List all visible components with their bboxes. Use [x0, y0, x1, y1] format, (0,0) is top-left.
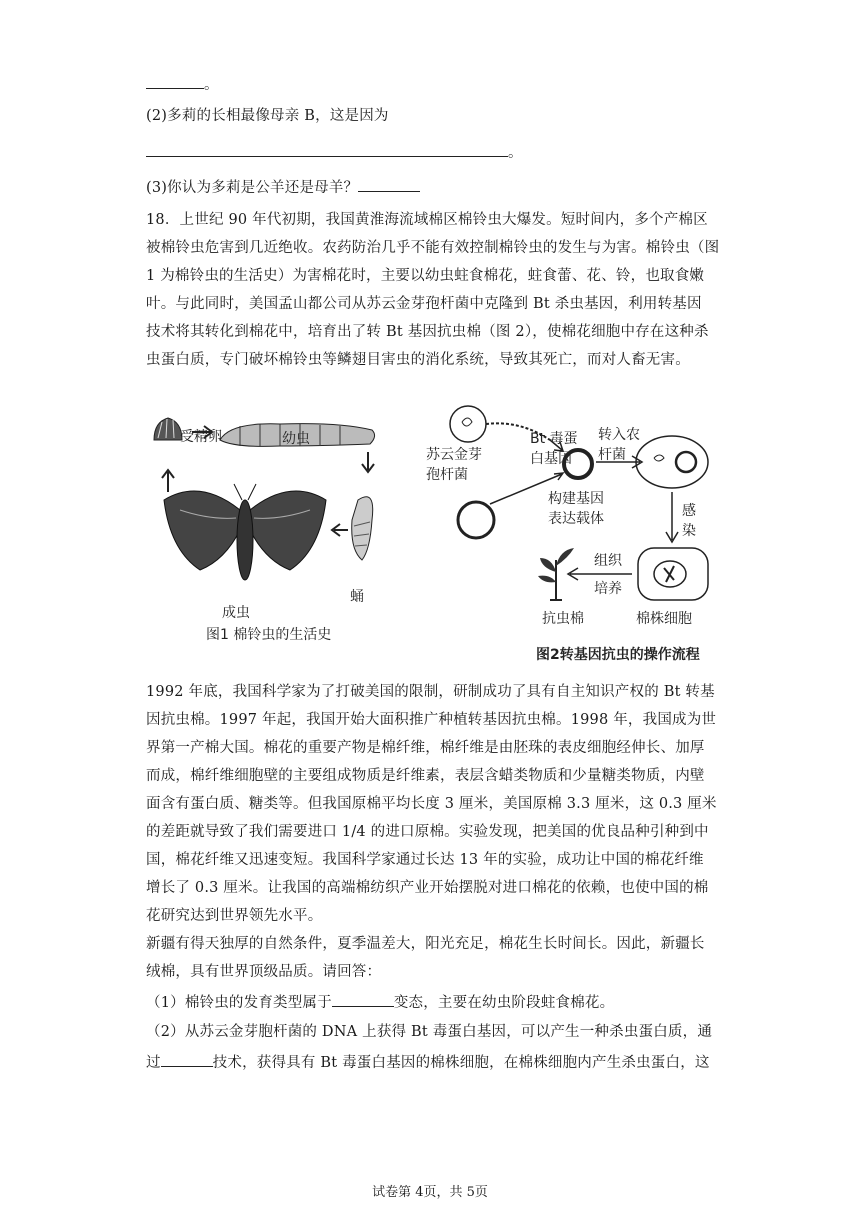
transfer-label: 杆菌: [598, 447, 626, 463]
gene-label: Bt 毒蛋: [530, 431, 578, 447]
infect-label: 感: [682, 503, 696, 519]
q18-p2-line: 1992 年底，我国科学家为了打破美国的限制，研制成功了具有自主知识产权的 Bt 转基: [146, 684, 715, 700]
answer-blank[interactable]: [146, 74, 204, 89]
q17-sub2: (2)多莉的长相最像母亲 B，这是因为: [146, 108, 389, 124]
pupa-label: 蛹: [350, 589, 364, 605]
q18-sub2-line2: 过 技术，获得具有 Bt 毒蛋白基因的棉株细胞，在棉株细胞内产生杀虫蛋白，这: [146, 1052, 710, 1073]
answer-blank[interactable]: [358, 177, 420, 192]
arrow-left-icon: [332, 524, 348, 536]
bacteria-label: 苏云金芽: [426, 447, 482, 463]
q18-p2-line: 界第一产棉大国。棉花的重要产物是棉纤维，棉纤维是由胚珠的表皮细胞经伸长、加厚: [146, 740, 705, 756]
answer-blank[interactable]: [332, 992, 394, 1007]
q18-p2-line: 的差距就导致了我们需要进口 1/4 的进口原棉。实验发现，把美国的优良品种引种到中: [146, 824, 709, 840]
egg-label: 受精卵: [180, 429, 222, 445]
q18-p2-line: 国，棉花纤维又迅速变短。我国科学家通过长达 13 年的实验，成功让中国的棉花纤维: [146, 852, 704, 868]
q18-p2-line: 因抗虫棉。1997 年起，我国开始大面积推广种植转基因抗虫棉。1998 年，我国成为世: [146, 712, 717, 728]
q17-sub2-answer: 。: [146, 142, 523, 163]
q17-answer-line: 。: [146, 74, 219, 95]
arrow-down-icon: [666, 492, 678, 542]
q18-p2-line: 面含有蛋白质、糖类等。但我国原棉平均长度 3 厘米，美国原棉 3.3 厘米，这 0.3 厘米: [146, 796, 717, 812]
culture-label: 培养: [594, 581, 622, 597]
figure-1-life-cycle: [140, 400, 410, 650]
adult-label: 成虫: [222, 605, 250, 621]
q18-p1-line: 叶。与此同时，美国孟山都公司从苏云金芽孢杆菌中克隆到 Bt 杀虫基因，利用转基因: [146, 296, 702, 312]
q18-p3-line: 绒棉，具有世界顶级品质。请回答：: [146, 964, 382, 980]
q18-p2-line: 花研究达到世界领先水平。: [146, 908, 323, 924]
vector-label: 构建基因: [548, 491, 604, 507]
cotton-cell-icon: [638, 548, 708, 600]
bacteria-label: 孢杆菌: [426, 467, 468, 483]
q18-p2-line: 而成，棉纤维细胞壁的主要组成物质是纤维素，表层含蜡类物质和少量糖类物质，内壁: [146, 768, 705, 784]
gene-label: 白基因: [530, 451, 572, 467]
q18-sub2-line1: （2）从苏云金芽胞杆菌的 DNA 上获得 Bt 毒蛋白基因，可以产生一种杀虫蛋白质，通: [146, 1024, 713, 1040]
larva-label: 幼虫: [282, 431, 310, 447]
arrow-up-icon: [162, 470, 174, 492]
cotton-cell-label: 棉株细胞: [636, 611, 692, 627]
dna-icon: [462, 418, 472, 426]
q17-sub3: (3)你认为多莉是公羊还是母羊？: [146, 177, 420, 198]
transfer-label: 转入农: [598, 427, 640, 443]
q18-p3-line: 新疆有得天独厚的自然条件，夏季温差大，阳光充足，棉花生长时间长。因此，新疆长: [146, 936, 705, 952]
resistant-cotton-label: 抗虫棉: [542, 611, 584, 627]
figure-2-transgenic-process: [420, 400, 730, 670]
egg-icon: [154, 418, 182, 440]
q18-p1-line: 虫蛋白质，专门破坏棉铃虫等鳞翅目害虫的消化系统，导致其死亡，而对人畜无害。: [146, 352, 690, 368]
answer-blank[interactable]: [161, 1052, 213, 1067]
page-footer: 试卷第 4页，共 5页: [372, 1185, 488, 1200]
pupa-icon: [352, 497, 373, 560]
q18-p1-line: 被棉铃虫危害到几近绝收。农药防治几乎不能有效控制棉铃虫的发生与为害。棉铃虫（图: [146, 240, 720, 256]
q18-sub1: （1）棉铃虫的发育类型属于 变态，主要在幼虫阶段蛀食棉花。: [146, 992, 614, 1013]
moth-icon: [164, 484, 326, 580]
bacterium-icon: [450, 406, 486, 442]
q18-p1-line: 技术将其转化到棉花中，培育出了转 Bt 基因抗虫棉（图 2），使棉花细胞中存在这种杀: [146, 324, 709, 340]
infect-label: 染: [682, 523, 696, 539]
figure-1-caption: 图1 棉铃虫的生活史: [206, 627, 332, 643]
answer-blank[interactable]: [146, 142, 508, 157]
figure-2-caption: 图2转基因抗虫的操作流程: [536, 647, 700, 663]
arrow-down-icon: [362, 452, 374, 472]
q18-p1-line: 1 为棉铃虫的生活史）为害棉花时，主要以幼虫蛀食棉花，蛀食蕾、花、铃，也取食嫩: [146, 268, 705, 284]
vector-label: 表达载体: [548, 511, 604, 527]
q18-p2-line: 增长了 0.3 厘米。让我国的高端棉纺织产业开始摆脱对进口棉花的依赖，也使中国的棉: [146, 880, 709, 896]
plasmid-icon: [458, 502, 494, 538]
q18-p1-line: 18．上世纪 90 年代初期，我国黄淮海流域棉区棉铃虫大爆发。短时间内，多个产棉区: [146, 212, 708, 228]
culture-label: 组织: [594, 553, 622, 569]
